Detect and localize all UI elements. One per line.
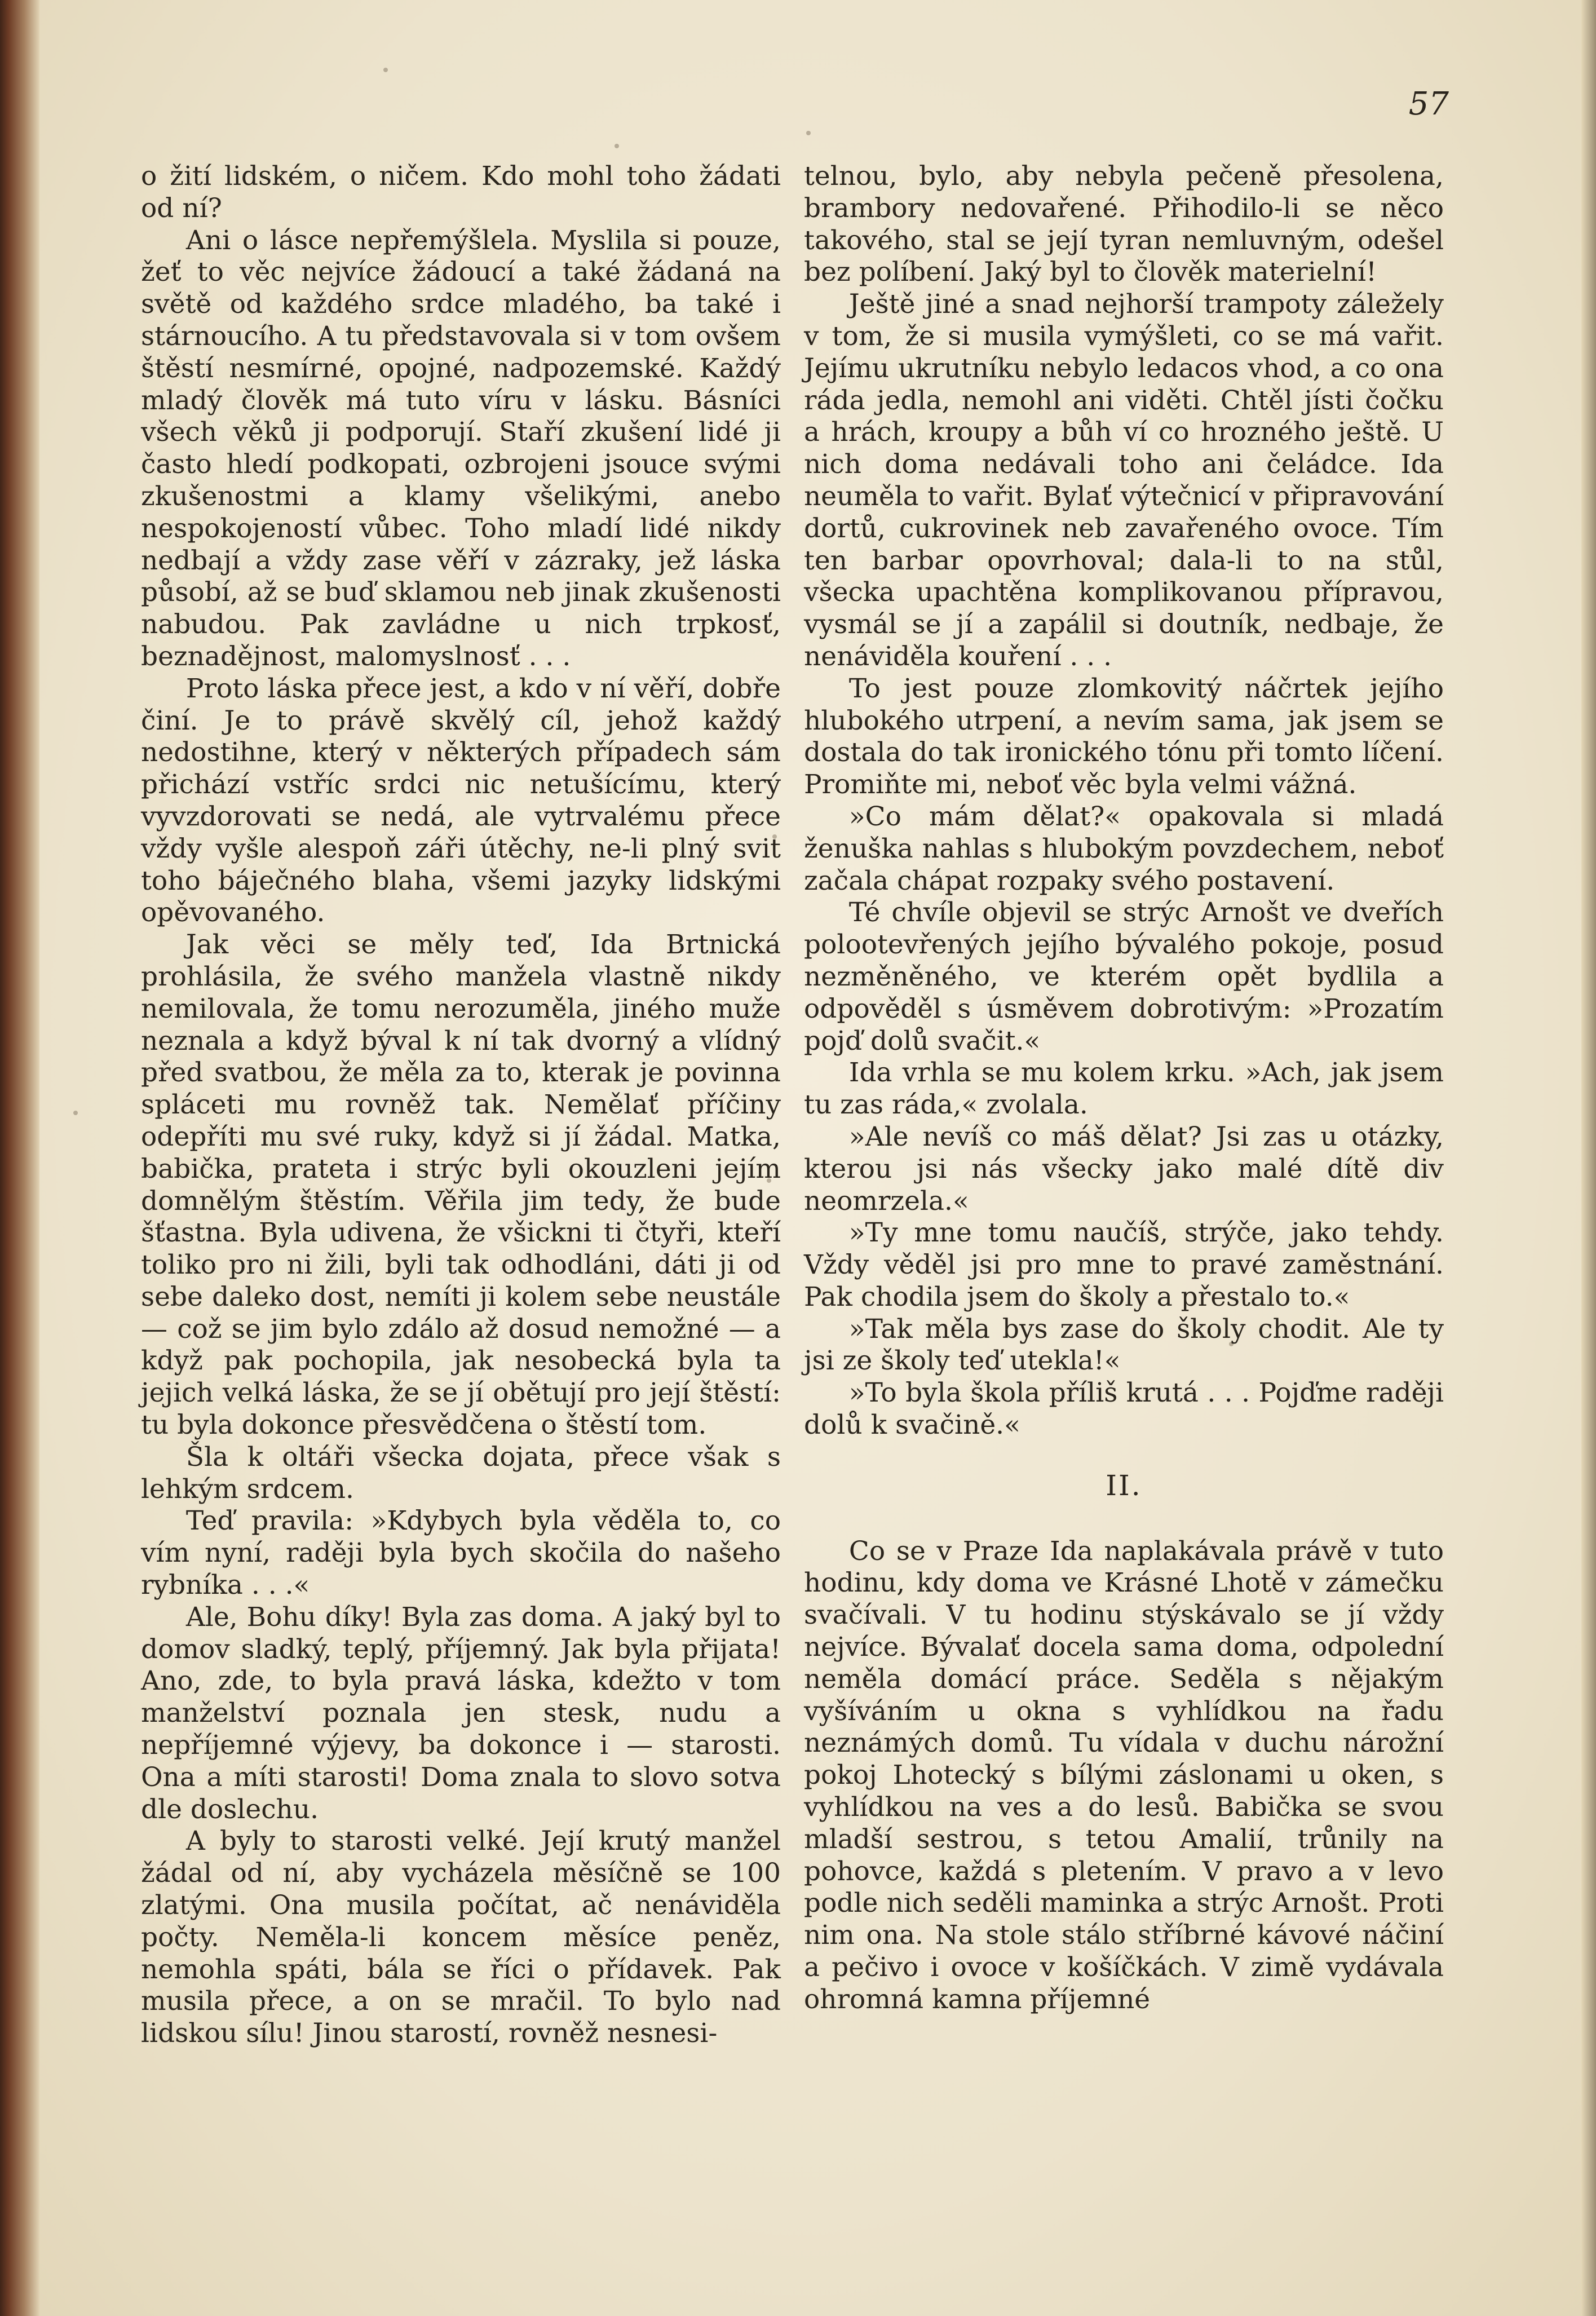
paragraph: Proto láska přece jest, a kdo v ní věří, dobře činí. Je to právě skvělý cíl, jehož každý nedostihne, který v některých případech sám přichází vstříc srdci nic netušícímu, který vyvzdorovati se nedá, ale vytrvalému přece vždy vyšle alespoň záři útěchy, ne-li plný svit toho báječného blaha, všemi jazyky lidskými opěvovaného. <box>141 673 781 929</box>
paper-speck <box>383 68 388 72</box>
paragraph: Co se v Praze Ida naplakávala právě v tuto hodinu, kdy doma ve Krásné Lhotě v zámečku svačívali. V tu hodinu stýskávalo se jí vždy nejvíce. Bývalať docela sama doma, odpolední neměla domácí práce. Seděla s nějakým vyšíváním u okna s vyhlídkou na řadu neznámých domů. Tu vídala v duchu nárožní pokoj Lhotecký s bílými záslonami u oken, s vyhlídkou na ves a do lesů. Babička se svou mladší sestrou, s tetou Amalií, trůnily na pohovce, každá s pletením. V pravo a v levo podle nich seděli maminka a strýc Arnošt. Proti nim ona. Na stole stálo stříbrné kávové náčiní a pečivo i ovoce v košíčkách. V zimě vydávala ohromná kamna příjemné <box>804 1535 1444 2015</box>
paragraph: »Ty mne tomu naučíš, strýče, jako tehdy. Vždy věděl jsi pro mne to pravé zaměstnání. Pak chodila jsem do školy a přestalo to.« <box>804 1217 1444 1312</box>
page-edge <box>1581 0 1596 2316</box>
paper-speck <box>73 1111 78 1115</box>
paragraph: telnou, bylo, aby nebyla pečeně přesolena, brambory nedovařené. Přihodilo-li se něco takového, stal se její tyran nemluvným, odešel bez políbení. Jaký byl to člověk materielní! <box>804 161 1444 288</box>
paragraph: Teď pravila: »Kdybych byla věděla to, co vím nyní, raději byla bych skočila do našeho rybníka . . .« <box>141 1505 781 1601</box>
paper-speck <box>806 131 811 135</box>
paragraph: »Ale nevíš co máš dělat? Jsi zas u otázky, kterou jsi nás všecky jako malé dítě div neomrzela.« <box>804 1121 1444 1217</box>
section-heading: II. <box>1106 1469 1142 1502</box>
paper-speck <box>614 144 619 148</box>
paragraph: Ještě jiné a snad nejhorší trampoty záležely v tom, že si musila vymýšleti, co se má vařit. Jejímu ukrutníku nebylo ledacos vhod, a co ona ráda jedla, nemohl ani viděti. Chtěl jísti čočku a hrách, kroupy a bůh ví co hrozného ještě. U nich doma nedávali toho ani čeládce. Ida neuměla to vařit. Bylať výtečnicí v připravování dortů, cukrovinek neb zavařeného ovoce. Tím ten barbar opovrhoval; dala-li to na stůl, všecka upachtěna komplikovanou přípravou, vysmál se jí a zapálil si doutník, nedbaje, že nenáviděla kouření . . . <box>804 289 1444 672</box>
paragraph: To jest pouze zlomkovitý náčrtek jejího hlubokého utrpení, a nevím sama, jak jsem se dostala do tak ironického tónu při tomto líčení. Promiňte mi, neboť věc byla velmi vážná. <box>804 673 1444 801</box>
book-binding <box>0 0 39 2316</box>
paragraph: o žití lidském, o ničem. Kdo mohl toho žádati od ní? <box>141 161 781 224</box>
paragraph: »To byla škola příliš krutá . . . Pojďme raději dolů k svačině.« <box>804 1377 1444 1441</box>
paragraph: »Co mám dělat?« opakovala si mladá ženuška nahlas s hlubokým povzdechem, neboť začala chápat rozpaky svého postavení. <box>804 801 1444 896</box>
page-number: 57 <box>1408 86 1449 122</box>
paragraph: Ida vrhla se mu kolem krku. »Ach, jak jsem tu zas ráda,« zvolala. <box>804 1057 1444 1121</box>
paragraph: Šla k oltáři všecka dojata, přece však s lehkým srdcem. <box>141 1441 781 1505</box>
paragraph: Ani o lásce nepřemýšlela. Myslila si pouze, žeť to věc nejvíce žádoucí a také žádaná na světě od každého srdce mladého, ba také i stárnoucího. A tu představovala si v tom ovšem štěstí nesmírné, opojné, nadpozemské. Každý mladý člověk má tuto víru v lásku. Básníci všech věků ji podporují. Staří zkušení lidé ji často hledí podkopati, ozbrojeni jsouce svými zkušenostmi a klamy všelikými, anebo nespokojeností vůbec. Toho mladí lidé nikdy nedbají a vždy zase věří v zázraky, jež láska působí, až se buď sklamou neb jinak zkušenosti nabudou. Pak zavládne u nich trpkosť, beznadějnost, malomyslnosť . . . <box>141 224 781 672</box>
paragraph: Ale, Bohu díky! Byla zas doma. A jaký byl to domov sladký, teplý, příjemný. Jak byla přijata! Ano, zde, to byla pravá láska, kdežto v tom manželství poznala jen stesk, nudu a nepříjemné výjevy, ba dokonce i — starosti. Ona a míti starosti! Doma znala to slovo sotva dle doslechu. <box>141 1601 781 1825</box>
paragraph: Jak věci se měly teď, Ida Brtnická prohlásila, že svého manžela vlastně nikdy nemilovala, že tomu nerozuměla, jiného muže neznala a když býval k ní tak dvorný a vlídný před svatbou, že měla za to, kterak je povinna spláceti mu rovněž tak. Nemělať příčiny odepříti mu své ruky, když si jí žádal. Matka, babička, prateta i strýc byli okouzleni jejím domnělým štěstím. Věřila jim tedy, že bude šťastna. Byla udivena, že všickni ti čtyři, kteří toliko pro ni žili, byli tak odhodláni, dáti ji od sebe daleko dost, nemíti ji kolem sebe neustále — což se jim bylo zdálo až dosud nemožné — a když pak pochopila, jak nesobecká byla ta jejich velká láska, že se jí obětují pro její štěstí: tu byla dokonce přesvědčena o štěstí tom. <box>141 929 781 1441</box>
right-text-column <box>804 161 1444 2134</box>
left-text-column <box>141 161 781 2134</box>
paragraph: A byly to starosti velké. Její krutý manžel žádal od ní, aby vycházela měsíčně se 100 zlatými. Ona musila počítat, ač nenáviděla počty. Neměla-li koncem měsíce peněz, nemohla spáti, bála se říci o přídavek. Pak musila přece, a on se mračil. To bylo nad lidskou sílu! Jinou starostí, rovněž nesnesi- <box>141 1826 781 2049</box>
paragraph: »Tak měla bys zase do školy chodit. Ale ty jsi ze školy teď utekla!« <box>804 1313 1444 1377</box>
paragraph: Té chvíle objevil se strýc Arnošt ve dveřích polootevřených jejího bývalého pokoje, posud nezměněného, ve kterém opět bydlila a odpověděl s úsměvem dobrotivým: »Prozatím pojď dolů svačit.« <box>804 897 1444 1057</box>
